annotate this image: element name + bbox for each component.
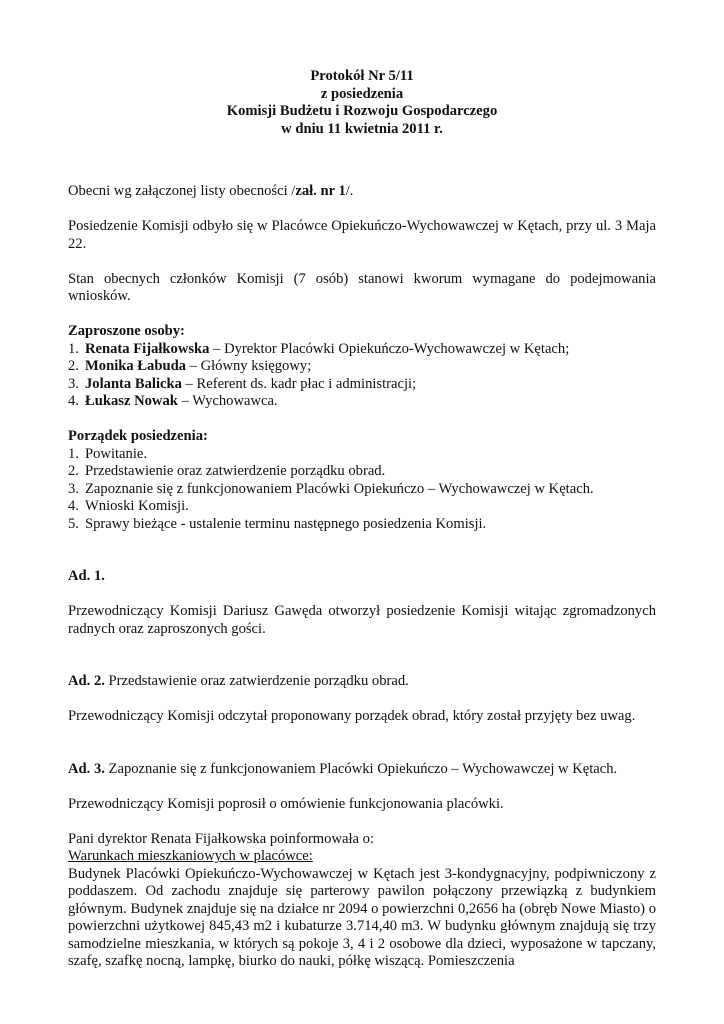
ad1-label: Ad. 1. bbox=[68, 568, 105, 584]
person-name: Łukasz Nowak bbox=[85, 393, 178, 409]
attendance-text: Obecni wg załączonej listy obecności / bbox=[68, 183, 296, 199]
document-header bbox=[68, 68, 656, 138]
committee-name: Komisji Budżetu i Rozwoju Gospodarczego bbox=[226, 103, 498, 119]
quorum-paragraph: Stan obecnych członków Komisji (7 osób) stanowi kworum wymagane do podejmowania wniosków. bbox=[68, 270, 656, 304]
attendance-tail: /. bbox=[345, 183, 354, 199]
agenda-list bbox=[68, 446, 656, 534]
list-item: 2. Przedstawienie oraz zatwierdzenie porządku obrad. bbox=[68, 463, 386, 479]
protocol-number: Protokół Nr 5/11 bbox=[310, 68, 414, 84]
list-item: 2. Monika Łabuda – Główny księgowy; bbox=[68, 358, 312, 374]
person-role: – Wychowawca. bbox=[177, 393, 278, 409]
protocol-subtitle: z posiedzenia bbox=[320, 85, 404, 102]
person-role: – Główny księgowy; bbox=[185, 358, 312, 374]
invited-list bbox=[68, 341, 656, 411]
location-paragraph: Posiedzenie Komisji odbyło się w Placówce Opiekuńczo-Wychowawczej w Kętach, przy ul. 3 Maja 22. bbox=[68, 218, 656, 252]
list-item: 3. Zapoznanie się z funkcjonowaniem Placówki Opiekuńczo – Wychowawczej w Kętach. bbox=[68, 480, 594, 497]
invited-section bbox=[68, 323, 656, 411]
ad2-body: Przewodniczący Komisji odczytał proponowany porządek obrad, który został przyjęty bez uwag. bbox=[68, 708, 636, 724]
ad1-body: Przewodniczący Komisji Dariusz Gawęda otworzył posiedzenie Komisji witając zgromadzonych radnych oraz zaproszonych gości. bbox=[68, 603, 656, 637]
list-item: 1. Powitanie. bbox=[68, 445, 148, 462]
agenda-heading: Porządek posiedzenia: bbox=[68, 428, 208, 444]
meeting-date: w dniu 11 kwietnia 2011 r. bbox=[281, 120, 443, 137]
ad3-body: Przewodniczący Komisji poprosił o omówienie funkcjonowania placówki. bbox=[68, 795, 504, 812]
ad3-heading: Ad. 3. Zapoznanie się z funkcjonowaniem Placówki Opiekuńczo – Wychowawczej w Kętach. bbox=[68, 760, 618, 777]
list-item: 4. Wnioski Komisji. bbox=[68, 498, 189, 514]
attendance-paragraph bbox=[68, 183, 656, 201]
attachment-ref: zał. nr 1 bbox=[295, 183, 346, 199]
list-item: 4. Łukasz Nowak – Wychowawca. bbox=[68, 393, 278, 409]
person-role: – Referent ds. kadr płac i administracji; bbox=[181, 375, 417, 392]
list-item: 1. Renata Fijałkowska – Dyrektor Placówki Opiekuńczo-Wychowawczej w Kętach; bbox=[68, 340, 570, 357]
agenda-section bbox=[68, 428, 656, 533]
list-item: 3. Jolanta Balicka – Referent ds. kadr płac i administracji; bbox=[68, 375, 417, 392]
director-intro: Pani dyrektor Renata Fijałkowska poinformowała o: bbox=[68, 830, 374, 847]
person-name: Monika Łabuda bbox=[85, 358, 186, 374]
housing-paragraph: Budynek Placówki Opiekuńczo-Wychowawczej w Kętach jest 3-kondygnacyjny, podpiwniczony z poddaszem. Od zachodu znajduje się parterowy pawilon połączony przewiązką z budynkiem głównym. Budynek znajduje się na działce nr 2094 o powierzchni 0,2656 ha (obręb Nowe Miasto) o powierzchni użytkowej 845,43 m2 i kubaturze 3.714,40 m3. W budynku głównym znajdują się trzy samodzielne mieszkania, w których są pokoje 3, 4 i 2 osobowe dla dzieci, wyposażone w tapczany, szafę, szafkę nocną, lampkę, biurko do nauki, półkę wiszącą. Pomieszczenia bbox=[68, 865, 656, 969]
person-name: Jolanta Balicka bbox=[85, 375, 182, 392]
list-item: 5. Sprawy bieżące - ustalenie terminu następnego posiedzenia Komisji. bbox=[68, 515, 487, 532]
ad2-heading: Ad. 2. Przedstawienie oraz zatwierdzenie porządku obrad. bbox=[68, 673, 409, 689]
person-role: – Dyrektor Placówki Opiekuńczo-Wychowawczej w Kętach; bbox=[209, 340, 570, 357]
housing-subheading: Warunkach mieszkaniowych w placówce: bbox=[68, 848, 313, 864]
invited-heading: Zaproszone osoby: bbox=[68, 323, 185, 339]
person-name: Renata Fijałkowska bbox=[85, 340, 210, 357]
